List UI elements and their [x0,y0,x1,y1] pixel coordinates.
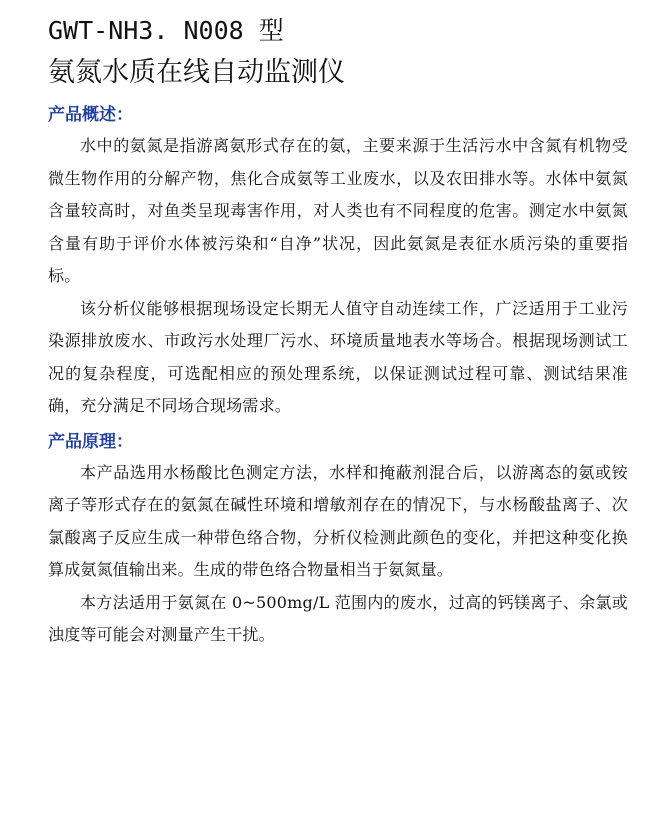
model-title: GWT-NH3. N008 型 [48,16,284,45]
main-title: 氨氮水质在线自动监测仪 [48,57,345,88]
section-heading-principle: 产品原理： [48,431,133,452]
overview-paragraph-2: 该分析仪能够根据现场设定长期无人值守自动连续工作，广泛适用于工业污染源排放废水、市政污水处理厂污水、环境质量地表水等场合。根据现场测试工况的复杂程度，可选配相应的预处理系统，以保证测试过程可靠、测试结果准确，充分满足不同场合现场需求。 [48,298,628,415]
principle-paragraph-2: 本方法适用于氨氮在 0~500mg/L 范围内的废水，过高的钙镁离子、余氯或浊度等可能会对测量产生干扰。 [48,592,628,644]
principle-paragraph-1: 本产品选用水杨酸比色测定方法，水样和掩蔽剂混合后，以游离态的氨或铵离子等形式存在的氨氮在碱性环境和增敏剂存在的情况下，与水杨酸盐离子、次氯酸离子反应生成一种带色络合物，分析仪检测此颜色的变化，并把这种变化换算成氨氮值输出来。生成的带色络合物量相当于氨氮量。 [48,462,628,579]
overview-paragraph-1: 水中的氨氮是指游离氨形式存在的氨，主要来源于生活污水中含氮有机物受微生物作用的分解产物，焦化合成氨等工业废水，以及农田排水等。水体中氨氮含量较高时，对鱼类呈现毒害作用，对人类也有不同程度的危害。测定水中氨氮含量有助于评价水体被污染和“自净”状况，因此氨氮是表征水质污染的重要指标。 [48,136,628,285]
section-principle [48,427,628,652]
section-heading-overview: 产品概述： [48,105,133,125]
section-overview [48,100,628,423]
